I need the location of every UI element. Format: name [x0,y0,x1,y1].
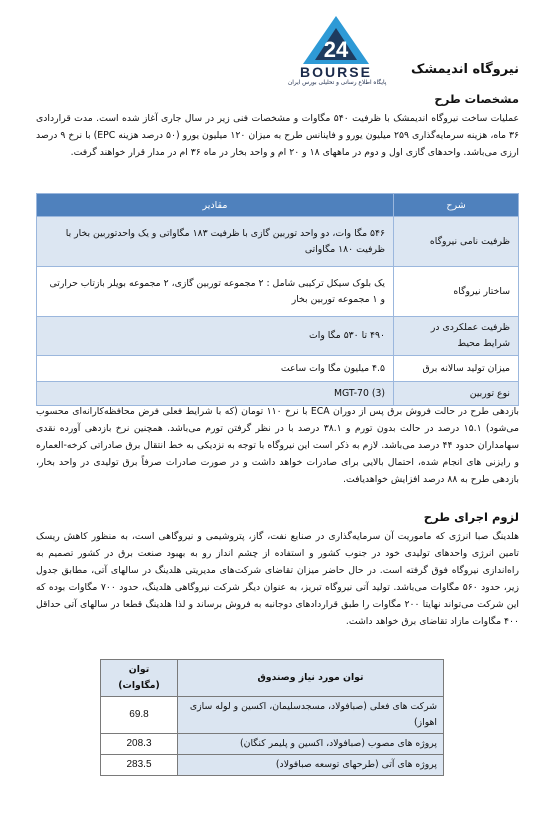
spec-row-key: نوع توربین [394,382,519,406]
consumption-table [100,659,444,776]
spec-header-desc: شرح [394,194,519,217]
logo-brand-text: BOURSE [300,64,372,80]
table-row [37,317,519,356]
spec-row-value: MGT-70 (3) [37,382,394,406]
spec-row-key: ظرفیت عملکردی در شرایط محیط [394,317,519,356]
consumption-row-name: پروژه های آتی (طرحهای توسعه صبافولاد) [178,755,444,776]
page-title: نیروگاه اندیمشک [411,62,519,77]
spec-row-value: یک بلوک سیکل ترکیبی شامل : ۲ مجموعه توربین گازی، ۲ مجموعه بویلر بازتاب حرارتی و ۱ مجموعه توربین بخار [37,267,394,317]
section-heading-necessity: لزوم اجرای طرح [423,510,519,524]
bourse-logo-mark-icon [301,14,371,66]
spec-row-key: ظرفیت نامی نیروگاه [394,217,519,267]
consumption-header-power: توان (مگاوات) [101,660,178,697]
consumption-row-value: 283.5 [101,755,178,776]
consumption-row-name: پروژه های مصوب (صبافولاد، اکسین و پلیمر کنگان) [178,734,444,755]
spec-row-key: میزان تولید سالانه برق [394,356,519,382]
table-row [101,697,444,734]
spec-table [36,193,519,406]
consumption-row-name: شرکت های فعلی (صبافولاد، مسجدسلیمان، اکسین و لوله سازی اهواز) [178,697,444,734]
section-heading-specs: مشخصات طرح [434,92,519,106]
intro-paragraph: عملیات ساخت نیروگاه اندیمشک با ظرفیت ۵۴۰ مگاوات و مشخصات فنی زیر در سال جاری آغاز شده است. مدت قراردادی ۳۶ ماه، هزینه سرمایه‌گذاری ۲۵۹ میلیون یورو و فاینانس طرح به میزان ۱۲۰ میلیون یورو (۵۰ درصد هزینه EPC) با نرخ ۹ درصد ارزی می‌باشد. واحدهای گازی اول و دوم در ماههای ۱۸ و ۲۰ ام و واحد بخار در ماه ۳۶ ام در مدار قرار خواهند گرفت. [36,113,520,158]
table-row [37,382,519,406]
table-row [101,755,444,776]
svg-text:24: 24 [323,37,349,62]
table-row [101,734,444,755]
logo-subtitle: پایگاه اطلاع رسانی و تحلیلی بورس ایران [288,80,387,86]
table-row [37,217,519,267]
consumption-header-name: توان مورد نیاز وصندوق [178,660,444,697]
necessity-paragraph: هلدینگ صبا انرژی که ماموریت آن سرمایه‌گذاری در صنایع نفت، گاز، پتروشیمی و نیروگاهی است، به منظور کاهش ریسک تامین انرژی واحدهای تولیدی خود در جنوب کشور و استفاده از چشم انداز رو به بهبود صنعت برق در کشور تصمیم به راه‌اندازی نیروگاه فوق گرفته است. در حال حاضر میزان تقاضای شرکت‌های مدیریتی هلدینگ در سالهای آتی، مطابق جدول زیر، حدود ۵۶۰ مگاوات می‌باشد. تولید آتی نیروگاه تبریز، به عنوان دیگر شرکت نیروگاهی هلدینگ، حدود ۷۰۰ مگاوات بوده که این شرکت می‌تواند نهایتا ۲۰۰ مگاوات را طبق قراردادهای دوجانبه به فروش برساند و لذا هلدینگ قطعا در سالهای آتی حداقل ۴۰۰ مگاوات مازاد تقاضای برق خواهد داشت. [36,531,519,627]
consumption-row-value: 69.8 [101,697,178,734]
spec-row-key: ساختار نیروگاه [394,267,519,317]
bourse-logo [288,14,387,94]
table-row [37,356,519,382]
spec-table-header [37,194,519,217]
profitability-paragraph: بازدهی طرح در حالت فروش برق پس از دوران ECA با نرخ ۱۱۰ تومان (که با شرایط فعلی فرض محافظه‌کارانه‌ای محسوب می‌شود) ۱۵.۱ درصد در حالت بدون تورم و ۳۸.۱ درصد با در نظر گرفتن تورم می‌باشد. همچنین نرخ بازدهی آورده نقدی سهامداران حدود ۴۴ درصد می‌باشد. لازم به ذکر است این نیروگاه با توجه به نزدیکی به خط انتقال برق صادراتی کرخه-العماره و رایزنی های انجام شده، احتمال بالایی برای صادرات خواهد داشت و در صورت صادرات صرفاً برق تولیدی در واحد بخار، بازدهی طرح به ۸۸ درصد افزایش خواهدیافت. [36,406,520,485]
spec-row-value: ۴.۵ میلیون مگا وات ساعت [37,356,394,382]
consumption-row-value: 208.3 [101,734,178,755]
table-row [37,267,519,317]
consumption-table-header [101,660,444,697]
spec-row-value: ۴۹۰ تا ۵۳۰ مگا وات [37,317,394,356]
spec-header-values: مقادیر [37,194,394,217]
spec-row-value: ۵۴۶ مگا وات، دو واحد توربین گازی با ظرفیت ۱۸۳ مگاواتی و یک واحدتوربین بخار با ظرفیت ۱۸۰ مگاواتی [37,217,394,267]
